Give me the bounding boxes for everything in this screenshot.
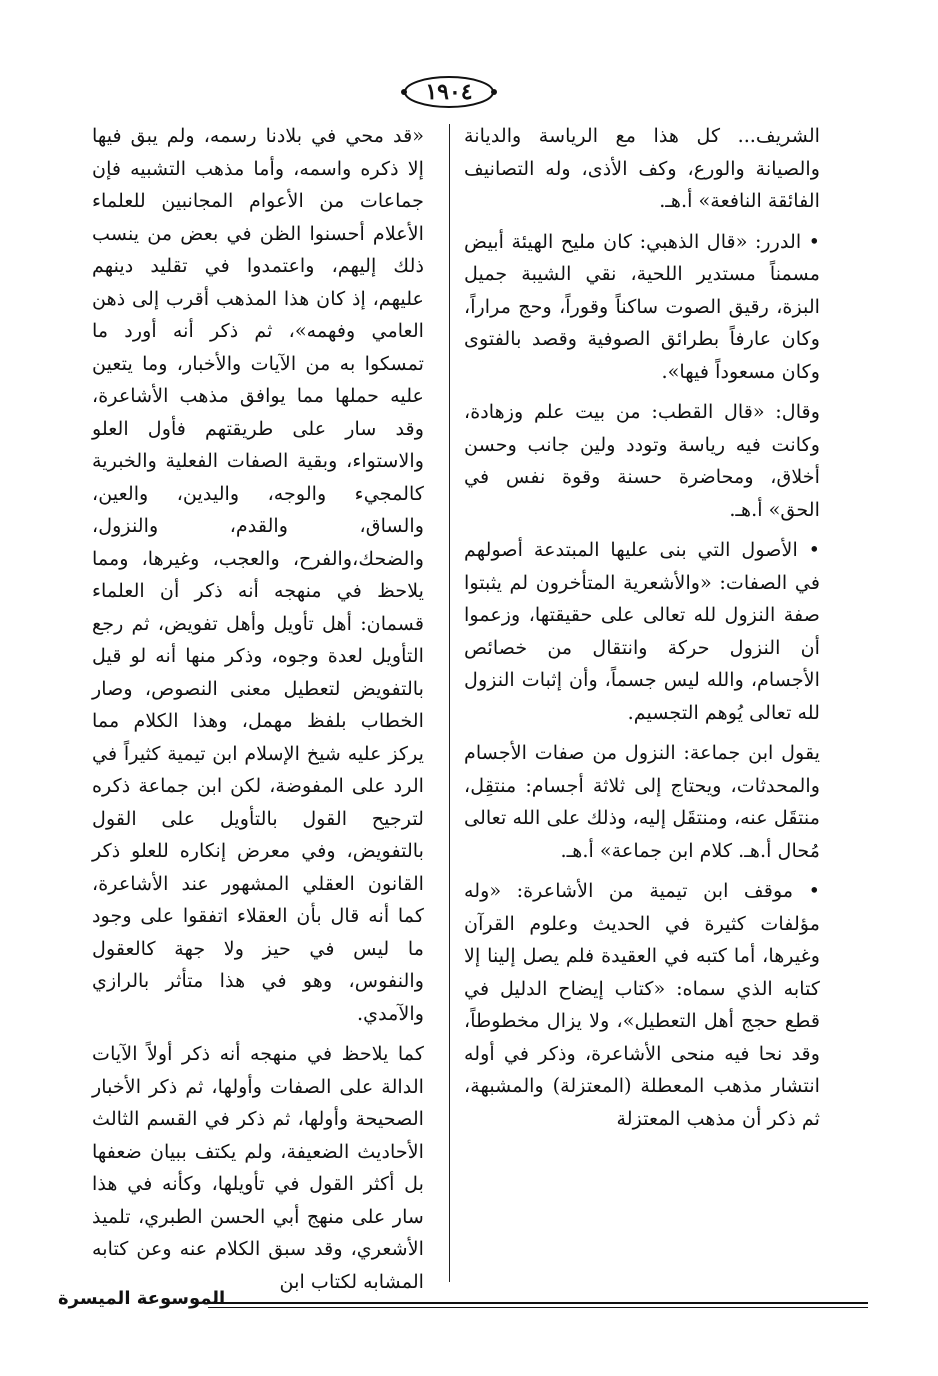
paragraph: يقول ابن جماعة: النزول من صفات الأجسام والمحدثات، ويحتاج إلى ثلاثة أجسام: منتقِل، منتقَل عنه، ومنتقَل إليه، وذلك على الله تعالى مُحال أ.هـ. كلام ابن جماعة» أ.هـ. xyxy=(464,741,820,862)
right-column xyxy=(464,120,820,1143)
paragraph: «قد محي في بلادنا رسمه، ولم يبق فيها إلا ذكره واسمه، وأما مذهب التشبيه فإن جماعات من الأعوام المجانبين للعلماء الأعلام أحسنوا الظن في بعض من ينسب ذلك إليهم، واعتمدوا في تقليد دينهم عليهم، إذ كان هذا المذهب أقرب إلى ذهن العامي وفهمه»، ثم ذكر أنه أورد ما تمسكوا به من الآيات والأخبار، وما يتعين عليه حملها مما يوافق مذهب الأشاعرة، وقد سار على طريقتهم فأول العلو والاستواء، وبقية الصفات الفعلية والخبرية كالمجيء والوجه، واليدين، والعين، والساق، والقدم، والنزول، والضحك،والفرح، والعجب، وغيرها، ومما يلاحظ في منهجه أنه ذكر أن العلماء قسمان: أهل تأويل وأهل تفويض، ثم رجع التأويل لعدة وجوه، وذكر منها أنه لو قيل بالتفويض لتعطيل معنى النصوص، وصار الخطاب بلفظ مهمل، وهذا الكلام مما يركز عليه شيخ الإسلام ابن تيمية كثيراً في الرد على المفوضة، لكن ابن جماعة ذكره لترجيح القول بالتأويل على القول بالتفويض، وفي معرض إنكاره للعلو ذكر القانون العقلي المشهور عند الأشاعرة، كما أنه قال بأن العقلاء اتفقوا على وجود ما ليس في حيز ولا جهة كالعقول والنفوس، وهو في هذا متأثر بالرازي والآمدي. xyxy=(92,124,424,1025)
paragraph: • الدرر: «قال الذهبي: كان مليح الهيئة أبيض مسمناً مستدير اللحية، نقي الشيبة جميل البزة، رقيق الصوت ساكناً وقوراً، وحج مراراً، وكان عارفاً بطرائق الصوفية وقصد بالفتوى وكان مسعوداً فيها». xyxy=(464,229,820,383)
page-number-badge xyxy=(400,72,498,112)
paragraph: وقال: «قال القطب: من بيت علم وزهادة، وكانت فيه رياسة وتودد ولين جانب وحسن أخلاق، ومحاضرة حسنة وقوة نفس في الحق» أ.هـ. xyxy=(464,400,820,521)
footer-rule xyxy=(208,1302,868,1308)
footer-title: الموسوعة الميسرة xyxy=(58,1288,226,1309)
page-footer xyxy=(58,1288,868,1318)
column-divider xyxy=(449,124,450,1282)
left-column xyxy=(92,120,424,1306)
paragraph: الشريف... كل هذا مع الرياسة والديانة والصيانة والورع، وكف الأذى، وله التصانيف الفائقة النافعة» أ.هـ. xyxy=(464,124,820,212)
paragraph: كما يلاحظ في منهجه أنه ذكر أولاً الآيات الدالة على الصفات وأولها، ثم ذكر الأخبار الصحيحة وأولها، ثم ذكر في القسم الثالث الأحاديث الضعيفة، ولم يكتف ببيان ضعفها بل أكثر القول في تأويلها، وكأنه في هذا سار على منهج أبي الحسن الطبري، تلميذ الأشعري، وقد سبق الكلام عنه وعن كتابه المشابه لكتاب ابن xyxy=(92,1042,424,1293)
paragraph: • موقف ابن تيمية من الأشاعرة: «وله مؤلفات كثيرة في الحديث وعلوم القرآن وغيرها، أما كتبه في العقيدة فلم يصل إلينا إلا كتابه الذي سماه: «كتاب إيضاح الدليل في قطع حجج أهل التعطيل»، ولا يزال مخطوطاً، وقد نحا فيه منحى الأشاعرة، وذكر في أوله انتشار مذهب المعطلة (المعتزلة) والمشبهة، ثم ذكر أن مذهب المعتزلة xyxy=(464,879,820,1130)
paragraph: • الأصول التي بنى عليها المبتدعة أصولهم في الصفات: «والأشعرية المتأخرون لم يثبتوا صفة النزول لله تعالى على حقيقتها، وزعموا أن النزول حركة وانتقال من خصائص الأجسام، والله ليس جسماً، وأن إثبات النزول لله تعالى يُوهم التجسيم. xyxy=(464,538,820,724)
page-number: ١٩٠٤ xyxy=(425,79,473,105)
